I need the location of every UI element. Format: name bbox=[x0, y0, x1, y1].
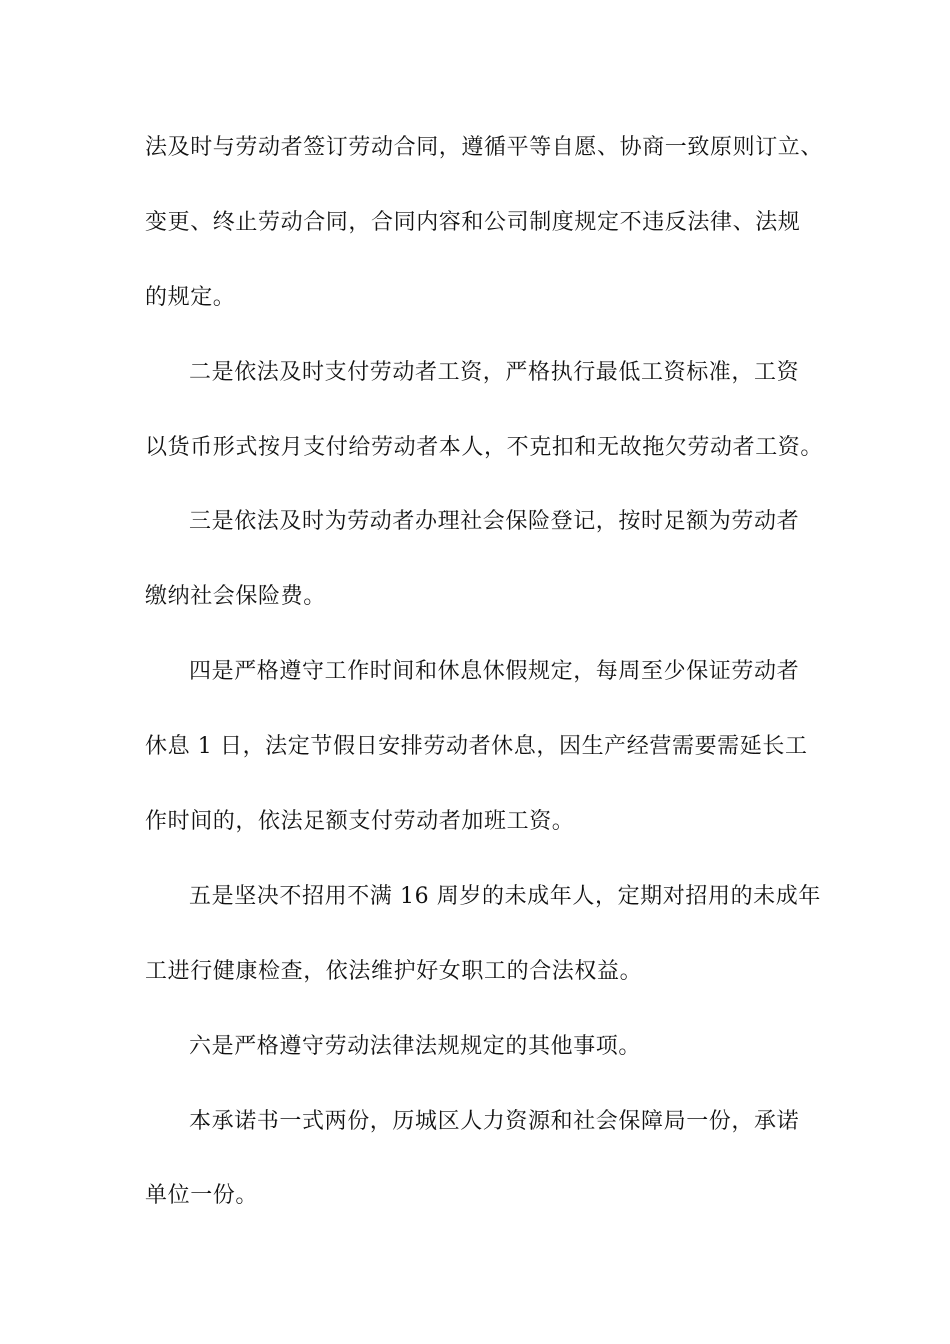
text-line: 本承诺书一式两份，历城区人力资源和社会保障局一份，承诺 bbox=[189, 1108, 800, 1134]
text-line: 变更、终止劳动合同，合同内容和公司制度规定不违反法律、法规 bbox=[145, 209, 801, 235]
text-line: 五是坚决不招用不满 16 周岁的未成年人，定期对招用的未成年 bbox=[189, 883, 821, 909]
text-line: 缴纳社会保险费。 bbox=[145, 584, 326, 610]
text-line: 作时间的，依法足额支付劳动者加班工资。 bbox=[145, 809, 575, 835]
text-line: 工进行健康检查，依法维护好女职工的合法权益。 bbox=[145, 958, 643, 984]
document-body bbox=[145, 124, 824, 1247]
text-line: 以货币形式按月支付给劳动者本人，不克扣和无故拖欠劳动者工资。 bbox=[145, 434, 824, 460]
text-line: 六是严格遵守劳动法律法规规定的其他事项。 bbox=[189, 1033, 642, 1059]
text-line: 四是严格遵守工作时间和休息休假规定，每周至少保证劳动者 bbox=[189, 659, 800, 685]
text-line: 休息 1 日，法定节假日安排劳动者休息，因生产经营需要需延长工 bbox=[145, 734, 808, 760]
text-line: 的规定。 bbox=[145, 284, 236, 310]
text-line: 法及时与劳动者签订劳动合同，遵循平等自愿、协商一致原则订立、 bbox=[145, 135, 824, 160]
text-line: 二是依法及时支付劳动者工资，严格执行最低工资标准，工资 bbox=[189, 359, 800, 385]
text-line: 三是依法及时为劳动者办理社会保险登记，按时足额为劳动者 bbox=[189, 509, 800, 535]
text-line: 单位一份。 bbox=[145, 1183, 259, 1209]
